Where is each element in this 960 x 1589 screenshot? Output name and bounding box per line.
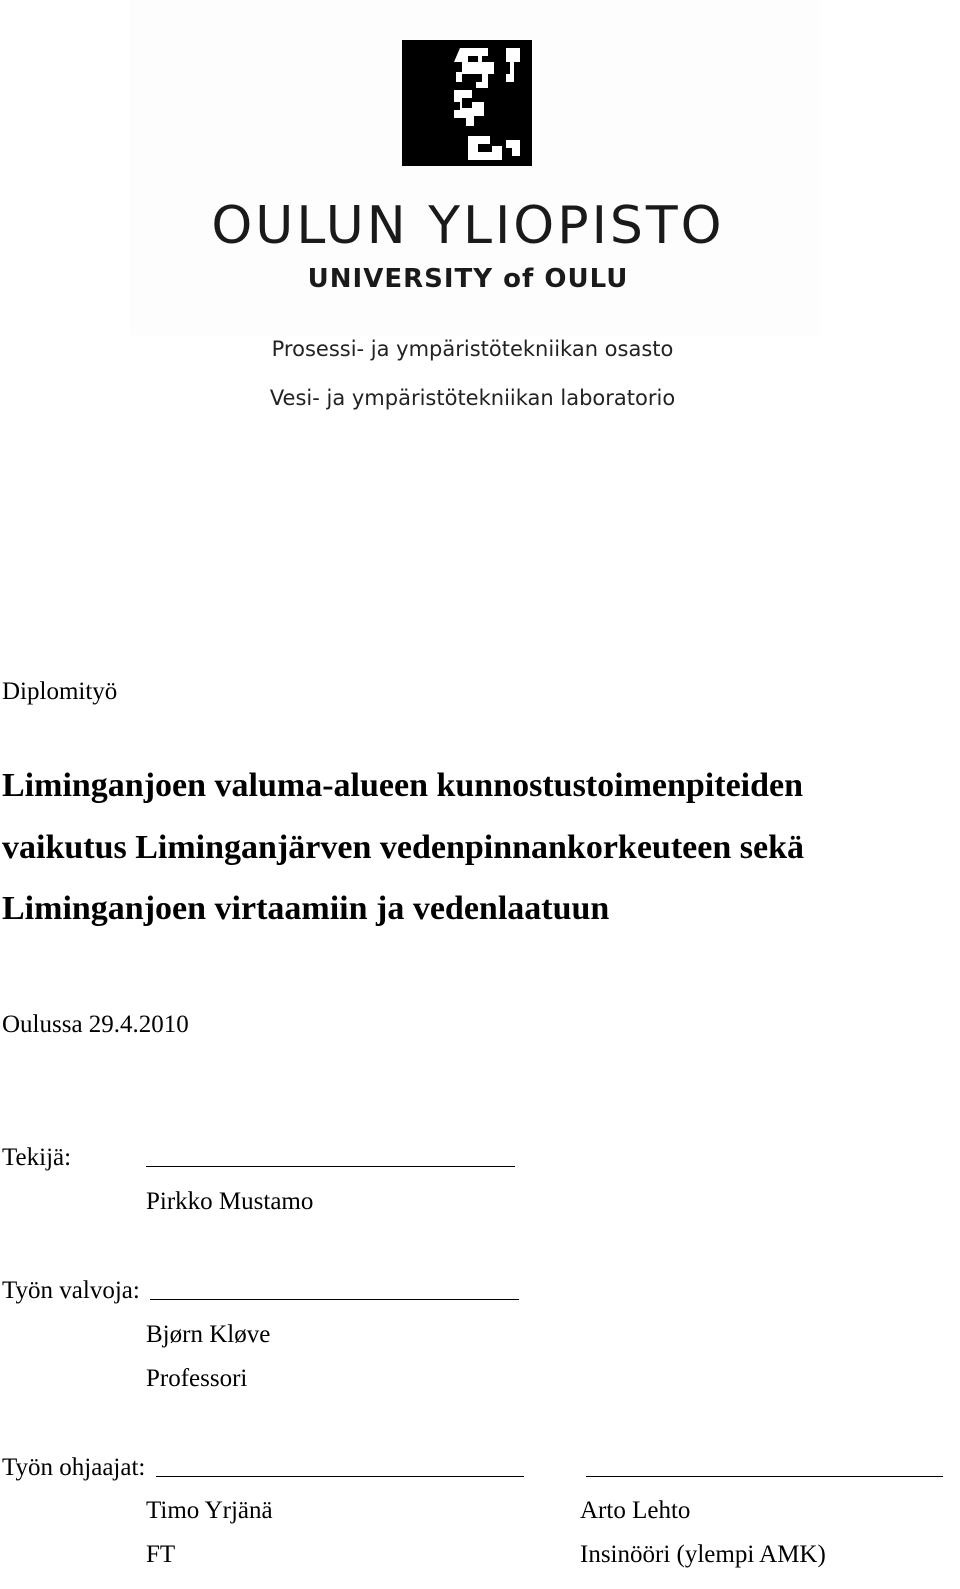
supervisor-signature-line — [150, 1299, 519, 1300]
title-line-3: Liminganjoen virtaamiin ja vedenlaatuun — [2, 890, 610, 927]
instructors-label: Työn ohjaajat: — [2, 1454, 146, 1481]
author-signature-line — [146, 1166, 515, 1167]
supervisor-title: Professori — [146, 1365, 248, 1392]
document-type: Diplomityö — [2, 678, 118, 705]
instructor-2-name: Arto Lehto — [580, 1497, 691, 1524]
university-name-fi: OULUN YLIOPISTO — [211, 196, 725, 256]
title-line-2: vaikutus Liminganjärven vedenpinnankorkeuteen sekä — [2, 829, 804, 866]
supervisor-label: Työn valvoja: — [2, 1277, 140, 1304]
instructor-1-title: FT — [146, 1541, 176, 1568]
instructor-2-signature-line — [586, 1476, 943, 1477]
university-emblem-icon — [402, 40, 532, 166]
instructor-2-title: Insinööri (ylempi AMK) — [580, 1541, 826, 1568]
department-line-1: Prosessi- ja ympäristötekniikan osasto — [271, 337, 674, 361]
place-date: Oulussa 29.4.2010 — [2, 1011, 189, 1038]
title-line-1: Liminganjoen valuma-alueen kunnostustoimenpiteiden — [2, 767, 804, 804]
instructor-1-name: Timo Yrjänä — [146, 1497, 273, 1524]
supervisor-name: Bjørn Kløve — [146, 1321, 271, 1348]
university-name-en: UNIVERSITY of OULU — [307, 264, 629, 294]
author-label: Tekijä: — [2, 1144, 72, 1171]
instructor-1-signature-line — [156, 1476, 524, 1477]
author-name: Pirkko Mustamo — [146, 1188, 314, 1215]
department-line-2: Vesi- ja ympäristötekniikan laboratorio — [269, 386, 676, 410]
